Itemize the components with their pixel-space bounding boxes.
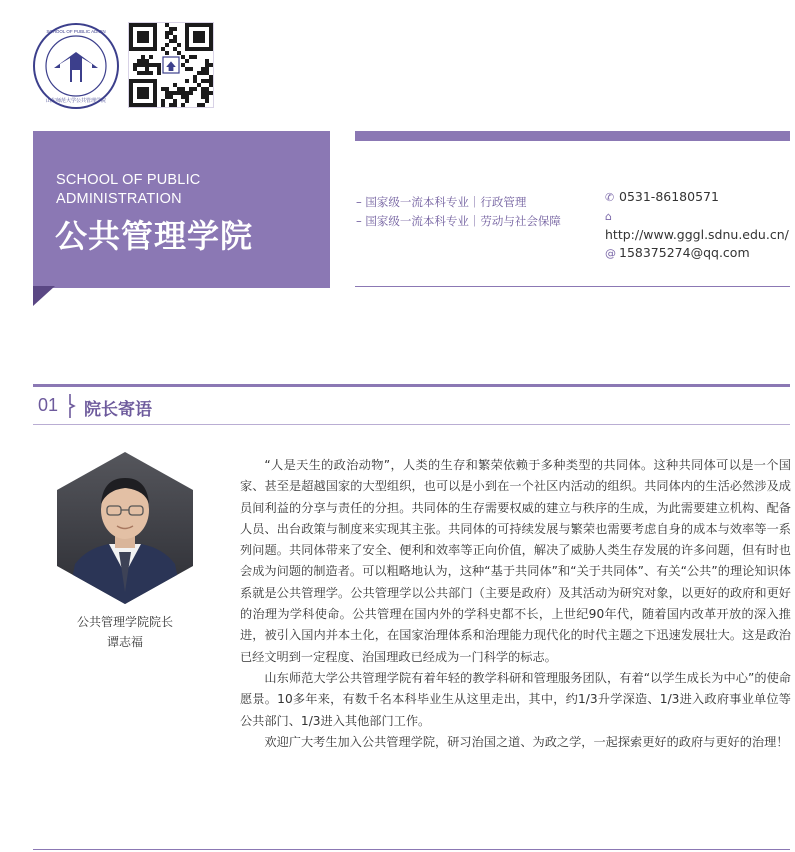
dean-name: 谭志福 — [106, 635, 143, 649]
message-paragraph: “人是天生的政治动物”，人类的生存和繁荣依赖于多种类型的共同体。这种共同体可以是一个国家、甚至是超越国家的大型组织，也可以是小到在一个社区内活动的组织。共同体内的生活必然涉及成员间利益的分享与责任的分担。共同体的生存需要权威的建立与秩序的生成，为此需要建立机构、配备人员、出台政策与制度来实现其主张。共同体的可持续发展与繁荣也需要考虑自身的成本与效率等一系列问题。共同体带来了安全、便利和效率等正向价值，解决了威胁人类生存发展的许多问题，但有时也会成为问题的制造者。可以粗略地认为，这种“基于共同体”和“关于共同体”、有关“公共”的理论知识体系就是公共管理学。公共管理学以公共部门（主要是政府）及其活动为研究对象，以更好的政府和更好的治理为学科使命。公共管理在国内外的学科史都不长，上世纪90年代，随着国内改革开放的深入推进，被引入国内并本土化，在国家治理体系和治理能力现代化的时代主题之下迅速发展壮大。这是政治已经文明到一定程度、治国理政已经成为一门科学的标志。 — [240, 458, 791, 664]
dean-message — [240, 455, 791, 753]
contact-phone — [605, 188, 795, 207]
section-separator-icon — [66, 393, 78, 419]
major-item: – 国家级一流本科专业｜行政管理 — [356, 195, 527, 209]
majors-list — [356, 193, 561, 231]
svg-text:SCHOOL OF PUBLIC ADMIN: SCHOOL OF PUBLIC ADMIN — [46, 29, 106, 34]
email-link[interactable]: 158375274@qq.com — [619, 245, 750, 260]
accent-bar — [355, 131, 790, 141]
svg-text:山东师范大学公共管理学院: 山东师范大学公共管理学院 — [45, 98, 107, 104]
phone-icon: ✆ — [605, 191, 615, 204]
school-name-en — [56, 171, 200, 209]
section-number: 01 — [38, 395, 59, 415]
phone-number: 0531-86180571 — [619, 189, 719, 204]
section-top-rule — [33, 384, 790, 387]
divider — [355, 286, 790, 287]
page-bottom-rule — [33, 849, 790, 850]
section-title: 院长寄语 — [84, 400, 152, 420]
banner-fold-tab — [33, 286, 55, 306]
school-name-en-line1: SCHOOL OF PUBLIC — [56, 172, 201, 188]
school-logo-seal — [32, 22, 120, 110]
contact-website[interactable] — [605, 207, 795, 244]
qr-code[interactable] — [128, 22, 214, 108]
message-paragraph: 欢迎广大考生加入公共管理学院，研习治国之道、为政之学，一起探索更好的政府与更好的治理！ — [264, 734, 789, 749]
contact-info — [605, 188, 795, 263]
contact-email[interactable] — [605, 244, 795, 263]
dean-portrait — [57, 452, 193, 604]
section-bottom-rule — [33, 424, 790, 425]
major-item: – 国家级一流本科专业｜劳动与社会保障 — [356, 214, 561, 228]
dean-title: 公共管理学院院长 — [76, 615, 173, 629]
home-icon: ⌂ — [605, 210, 612, 223]
website-link[interactable]: http://www.gggl.sdnu.edu.cn/ — [605, 227, 789, 242]
at-icon: @ — [605, 247, 616, 260]
school-name-cn: 公共管理学院 — [55, 217, 254, 255]
school-name-en-line2: ADMINISTRATION — [56, 191, 182, 207]
school-banner — [33, 131, 330, 288]
dean-caption — [50, 612, 200, 652]
message-paragraph: 山东师范大学公共管理学院有着年轻的教学科研和管理服务团队，有着“以学生成长为中心”的使命愿景。10多年来，有数千名本科毕业生从这里走出，其中，约1/3升学深造、1/3进入政府事业单位等公共部门、1/3进入其他部门工作。 — [240, 670, 791, 728]
